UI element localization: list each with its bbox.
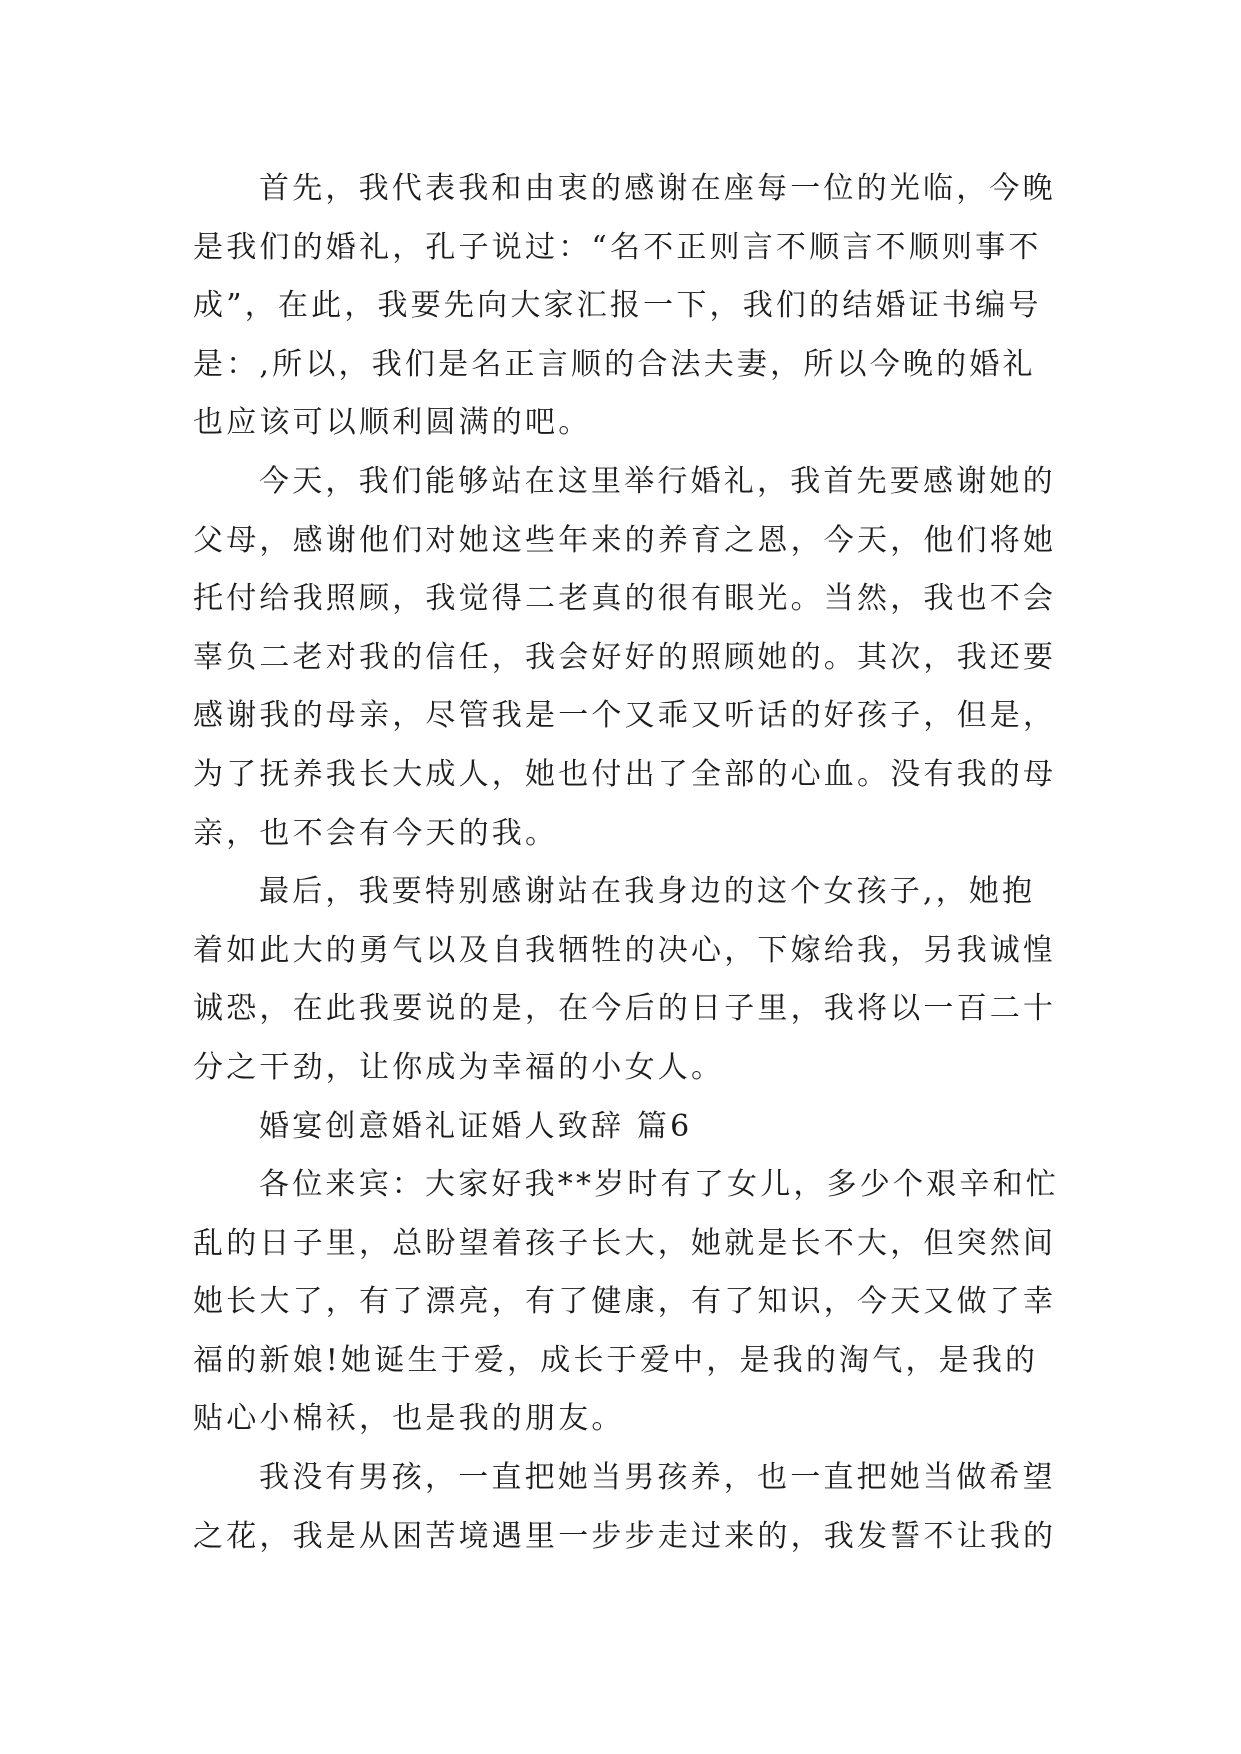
- section-heading: 婚宴创意婚礼证婚人致辞 篇6: [259, 1108, 693, 1144]
- text-line: 乱的日子里，总盼望着孩子长大，她就是长不大，但突然间: [193, 1225, 1057, 1261]
- text-line: 辜负二老对我的信任，我会好好的照顾她的。其次，我还要: [193, 639, 1057, 675]
- text-line: 最后，我要特别感谢站在我身边的这个女孩子,，她抱: [259, 874, 1036, 910]
- paragraph: [193, 1156, 1093, 1449]
- text-line: 也应该可以顺利圆满的吧。: [193, 405, 592, 441]
- paragraph: [193, 160, 1093, 453]
- text-line: 福的新娘!她诞生于爱，成长于爱中，是我的淘气，是我的: [193, 1342, 1039, 1378]
- text-line: 分之干劲，让你成为幸福的小女人。: [193, 1049, 725, 1085]
- document-page: [193, 160, 1093, 1566]
- text-line: 贴心小棉袄，也是我的朋友。: [193, 1401, 625, 1437]
- text-line: 着如此大的勇气以及自我牺牲的决心，下嫁给我，另我诚惶: [193, 932, 1057, 968]
- text-line: 今天，我们能够站在这里举行婚礼，我首先要感谢她的: [259, 463, 1056, 499]
- text-line: 成”，在此，我要先向大家汇报一下，我们的结婚证书编号: [193, 288, 1042, 324]
- text-line: 她长大了，有了漂亮，有了健康，有了知识，今天又做了幸: [193, 1284, 1057, 1320]
- text-line: 之花，我是从困苦境遇里一步步走过来的，我发誓不让我的: [193, 1518, 1057, 1554]
- paragraph: [193, 863, 1093, 1097]
- text-line: 亲，也不会有今天的我。: [193, 815, 559, 851]
- text-line: 首先，我代表我和由衷的感谢在座每一位的光临，今晚: [259, 171, 1056, 206]
- text-line: 感谢我的母亲，尽管我是一个又乖又听话的好孩子，但是，: [193, 698, 1057, 734]
- text-line: 父母，感谢他们对她这些年来的养育之恩，今天，他们将她: [193, 522, 1057, 558]
- text-line: 诚恐，在此我要说的是，在今后的日子里，我将以一百二十: [193, 991, 1057, 1027]
- paragraph: [193, 453, 1093, 863]
- paragraph: [193, 1449, 1093, 1566]
- text-line: 托付给我照顾，我觉得二老真的很有眼光。当然，我也不会: [193, 581, 1057, 617]
- text-line: 各位来宾：大家好我**岁时有了女儿，多少个艰辛和忙: [259, 1167, 1059, 1203]
- text-line: 是我们的婚礼，孔子说过：“名不正则言不顺言不顺则事不: [193, 229, 1042, 265]
- text-line: 我没有男孩，一直把她当男孩养，也一直把她当做希望: [259, 1460, 1056, 1496]
- text-line: 是：,所以，我们是名正言顺的合法夫妻，所以今晚的婚礼: [193, 346, 1036, 382]
- text-line: 为了抚养我长大成人，她也付出了全部的心血。没有我的母: [193, 756, 1057, 792]
